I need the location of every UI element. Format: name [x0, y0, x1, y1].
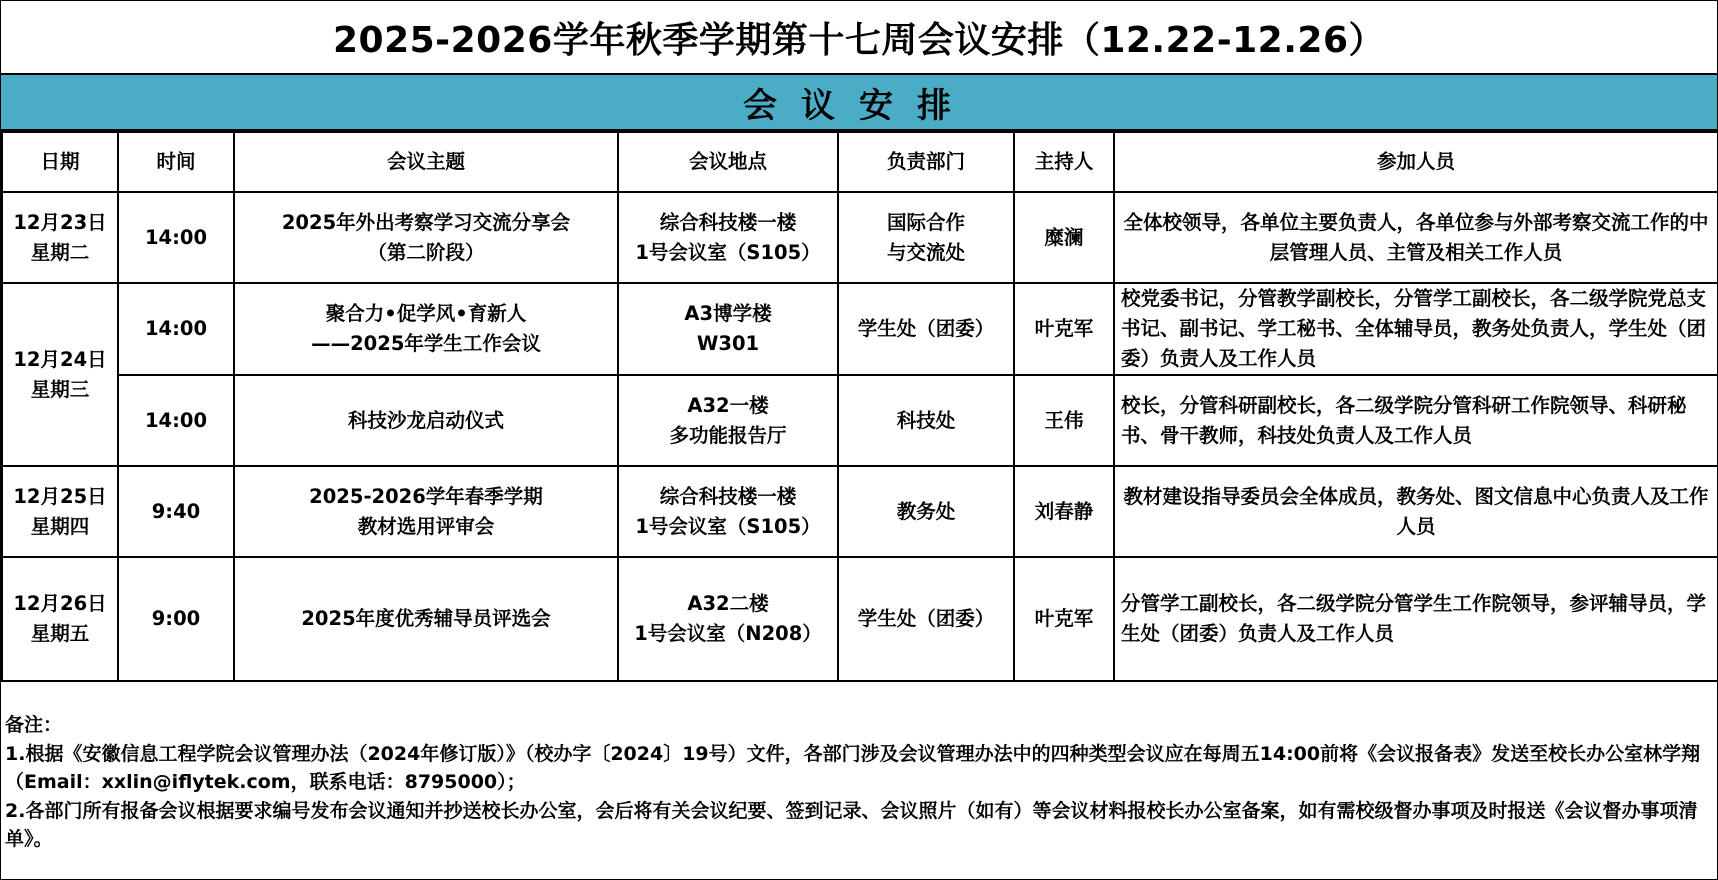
table-row [2, 466, 1718, 557]
table-row [2, 557, 1718, 681]
cell-host: 刘春静 [1014, 466, 1114, 557]
col-header-time: 时间 [118, 132, 234, 192]
col-header-dept: 负责部门 [838, 132, 1014, 192]
schedule-table [1, 131, 1718, 682]
col-header-location: 会议地点 [618, 132, 838, 192]
cell-date: 12月25日 星期四 [2, 466, 118, 557]
cell-location: A32一楼 多功能报告厅 [618, 375, 838, 466]
header-row [2, 132, 1718, 192]
cell-date: 12月26日 星期五 [2, 557, 118, 681]
col-header-topic: 会议主题 [234, 132, 618, 192]
cell-time: 14:00 [118, 283, 234, 375]
cell-dept: 科技处 [838, 375, 1014, 466]
col-header-attendees: 参加人员 [1114, 132, 1718, 192]
cell-date: 12月24日 星期三 [2, 283, 118, 466]
table-row [2, 192, 1718, 283]
cell-date: 12月23日 星期二 [2, 192, 118, 283]
cell-attendees: 教材建设指导委员会全体成员，教务处、图文信息中心负责人及工作人员 [1114, 466, 1718, 557]
cell-dept: 学生处（团委） [838, 283, 1014, 375]
cell-topic: 科技沙龙启动仪式 [234, 375, 618, 466]
cell-attendees: 全体校领导，各单位主要负责人，各单位参与外部考察交流工作的中层管理人员、主管及相关工作人员 [1114, 192, 1718, 283]
cell-dept: 学生处（团委） [838, 557, 1014, 681]
cell-host: 糜澜 [1014, 192, 1114, 283]
notes-section [5, 711, 1711, 854]
cell-location: 综合科技楼一楼 1号会议室（S105） [618, 466, 838, 557]
cell-time: 14:00 [118, 192, 234, 283]
cell-host: 叶克军 [1014, 283, 1114, 375]
cell-attendees: 分管学工副校长，各二级学院分管学生工作院领导，参评辅导员，学生处（团委）负责人及工作人员 [1114, 557, 1718, 681]
cell-time: 9:40 [118, 466, 234, 557]
cell-topic: 聚合力•促学风•育新人 ——2025年学生工作会议 [234, 283, 618, 375]
cell-time: 9:00 [118, 557, 234, 681]
table-row [2, 283, 1718, 375]
cell-location: 综合科技楼一楼 1号会议室（S105） [618, 192, 838, 283]
cell-topic: 2025年外出考察学习交流分享会 （第二阶段） [234, 192, 618, 283]
cell-topic: 2025年度优秀辅导员评选会 [234, 557, 618, 681]
col-header-host: 主持人 [1014, 132, 1114, 192]
cell-dept: 教务处 [838, 466, 1014, 557]
note-item: 1.根据《安徽信息工程学院会议管理办法（2024年修订版）》（校办字〔2024〕19号）文件，各部门涉及会议管理办法中的四种类型会议应在每周五14:00前将《会议报备表》发送至校长办公室林学翔（Email：xxlin@iflytek.com，联系电话：8795000）； [5, 742, 1701, 793]
cell-host: 叶克军 [1014, 557, 1114, 681]
table-row [2, 375, 1718, 466]
cell-dept: 国际合作 与交流处 [838, 192, 1014, 283]
cell-attendees: 校长，分管科研副校长，各二级学院分管科研工作院领导、科研秘书、骨干教师，科技处负责人及工作人员 [1114, 375, 1718, 466]
cell-host: 王伟 [1014, 375, 1114, 466]
cell-location: A3博学楼 W301 [618, 283, 838, 375]
cell-attendees: 校党委书记，分管教学副校长，分管学工副校长，各二级学院党总支书记、副书记、学工秘书、全体辅导员，教务处负责人，学生处（团委）负责人及工作人员 [1114, 283, 1718, 375]
page-title: 2025-2026学年秋季学期第十七周会议安排（12.22-12.26） [332, 19, 1386, 61]
cell-topic: 2025-2026学年春季学期 教材选用评审会 [234, 466, 618, 557]
col-header-date: 日期 [2, 132, 118, 192]
notes-heading: 备注： [5, 714, 63, 736]
note-item: 2.各部门所有报备会议根据要求编号发布会议通知并抄送校长办公室，会后将有关会议纪要、签到记录、会议照片（如有）等会议材料报校长办公室备案，如有需校级督办事项及时报送《会议督办事项清单》。 [5, 799, 1698, 850]
cell-location: A32二楼 1号会议室（N208） [618, 557, 838, 681]
cell-time: 14:00 [118, 375, 234, 466]
section-banner: 会议安排 [1, 73, 1717, 131]
